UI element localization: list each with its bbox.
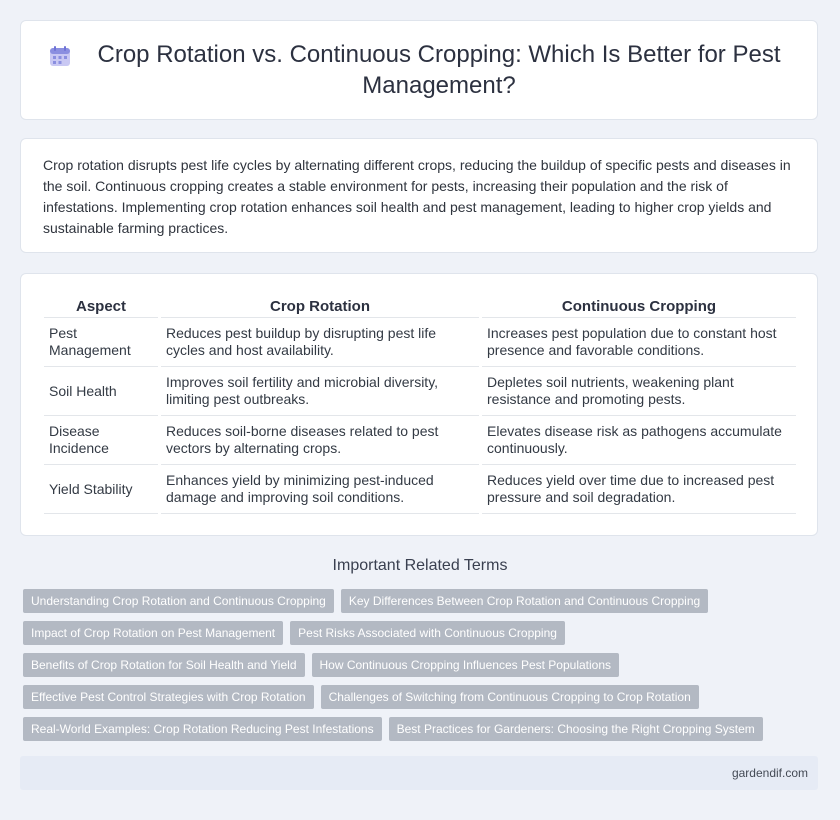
crop-rotation-cell: Reduces soil-borne diseases related to pest vectors by alternating crops.: [161, 416, 479, 465]
related-term-link[interactable]: How Continuous Cropping Influences Pest Populations: [312, 653, 620, 677]
tag-row: [23, 589, 803, 613]
related-terms-heading: Important Related Terms: [332, 557, 508, 574]
crop-rotation-cell: Improves soil fertility and microbial diversity, limiting pest outbreaks.: [161, 367, 479, 416]
continuous-cropping-cell: Elevates disease risk as pathogens accumulate continuously.: [482, 416, 796, 465]
page-title: Crop Rotation vs. Continuous Cropping: Which Is Better for Pest Management?: [97, 41, 781, 99]
related-term-link[interactable]: Real-World Examples: Crop Rotation Reducing Pest Infestations: [23, 717, 382, 741]
tag-row: [23, 621, 803, 645]
table-row: [44, 367, 796, 416]
footer: [20, 756, 818, 790]
column-header-aspect: Aspect: [44, 294, 158, 318]
related-term-link[interactable]: Challenges of Switching from Continuous Cropping to Crop Rotation: [321, 685, 699, 709]
related-term-link[interactable]: Understanding Crop Rotation and Continuous Cropping: [23, 589, 334, 613]
table-row: [44, 416, 796, 465]
comparison-table: [41, 294, 799, 514]
site-name[interactable]: gardendif.com: [731, 766, 808, 780]
related-term-link[interactable]: Key Differences Between Crop Rotation and Continuous Cropping: [341, 589, 708, 613]
continuous-cropping-cell: Depletes soil nutrients, weakening plant resistance and promoting pests.: [482, 367, 796, 416]
aspect-cell: Soil Health: [44, 367, 158, 416]
aspect-cell: Yield Stability: [44, 465, 158, 514]
column-header-continuous-cropping: Continuous Cropping: [482, 294, 796, 318]
continuous-cropping-cell: Increases pest population due to constant host presence and favorable conditions.: [482, 318, 796, 367]
table-header-row: [44, 294, 796, 318]
related-terms-list: [23, 589, 803, 749]
related-term-link[interactable]: Pest Risks Associated with Continuous Cropping: [290, 621, 565, 645]
related-term-link[interactable]: Best Practices for Gardeners: Choosing the Right Cropping System: [389, 717, 763, 741]
tag-row: [23, 685, 803, 709]
aspect-cell: Disease Incidence: [44, 416, 158, 465]
crop-rotation-cell: Reduces pest buildup by disrupting pest life cycles and host availability.: [161, 318, 479, 367]
related-term-link[interactable]: Benefits of Crop Rotation for Soil Health and Yield: [23, 653, 305, 677]
table-row: [44, 465, 796, 514]
crop-rotation-cell: Enhances yield by minimizing pest-induced damage and improving soil conditions.: [161, 465, 479, 514]
aspect-cell: Pest Management: [44, 318, 158, 367]
tag-row: [23, 653, 803, 677]
continuous-cropping-cell: Reduces yield over time due to increased pest pressure and soil degradation.: [482, 465, 796, 514]
related-term-link[interactable]: Effective Pest Control Strategies with Crop Rotation: [23, 685, 314, 709]
column-header-crop-rotation: Crop Rotation: [161, 294, 479, 318]
table-row: [44, 318, 796, 367]
title-card: [20, 20, 818, 120]
intro-paragraph: Crop rotation disrupts pest life cycles by alternating different crops, reducing the buildup of specific pests and diseases in the soil. Continuous cropping creates a stable environment for pests, increasing their population and the risk of infestations. Implementing crop rotation enhances soil health and pest management, leading to higher crop yields and sustainable farming practices.: [43, 157, 791, 236]
comparison-card: [20, 273, 818, 536]
intro-card: [20, 138, 818, 253]
related-term-link[interactable]: Impact of Crop Rotation on Pest Management: [23, 621, 283, 645]
calendar-icon: [49, 45, 71, 67]
tag-row: [23, 717, 803, 741]
